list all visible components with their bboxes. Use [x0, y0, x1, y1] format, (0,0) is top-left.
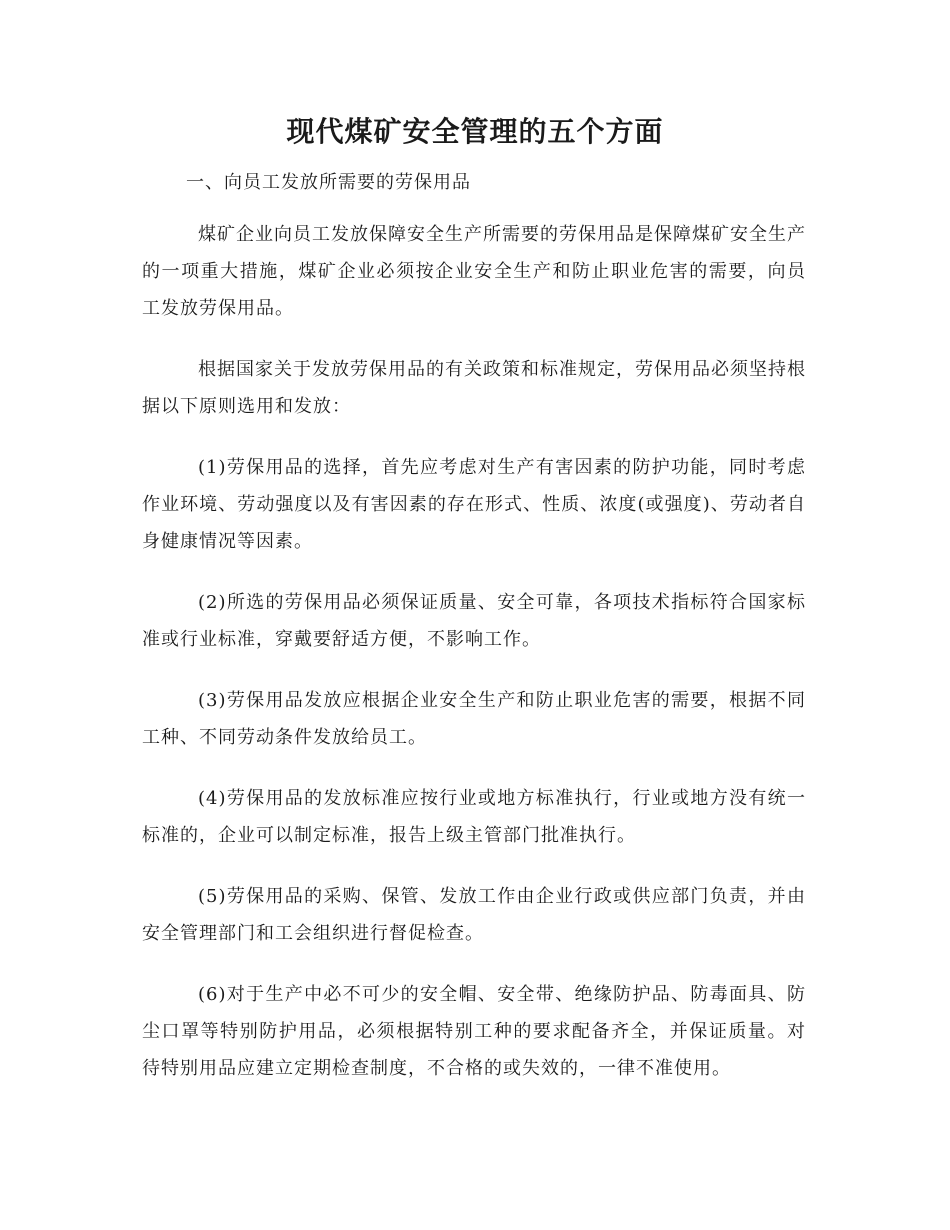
paragraph-principles: 根据国家关于发放劳保用品的有关政策和标准规定，劳保用品必须坚持根据以下原则选用和发放：	[142, 359, 806, 417]
paragraph-item-3: (3)劳保用品发放应根据企业安全生产和防止职业危害的需要，根据不同工种、不同劳动条件发放给员工。	[142, 690, 806, 748]
paragraph-intro: 煤矿企业向员工发放保障安全生产所需要的劳保用品是保障煤矿安全生产的一项重大措施，煤矿企业必须按企业安全生产和防止职业危害的需要，向员工发放劳保用品。	[142, 224, 806, 319]
paragraph-item-4: (4)劳保用品的发放标准应按行业或地方标准执行，行业或地方没有统一标准的，企业可以制定标准，报告上级主管部门批准执行。	[142, 788, 806, 846]
paragraph-item-6: (6)对于生产中必不可少的安全帽、安全带、绝缘防护品、防毒面具、防尘口罩等特别防护用品，必须根据特别工种的要求配备齐全，并保证质量。对待特别用品应建立定期检查制度，不合格的或失效的，一律不准使用。	[142, 984, 806, 1079]
section-heading: 一、向员工发放所需要的劳保用品	[186, 172, 471, 193]
document-body	[142, 168, 806, 1111]
paragraph-item-1: (1)劳保用品的选择，首先应考虑对生产有害因素的防护功能，同时考虑作业环境、劳动强度以及有害因素的存在形式、性质、浓度(或强度)、劳动者自身健康情况等因素。	[142, 457, 806, 552]
paragraph-item-2: (2)所选的劳保用品必须保证质量、安全可靠，各项技术指标符合国家标准或行业标准，穿戴要舒适方便，不影响工作。	[142, 592, 806, 650]
paragraph-item-5: (5)劳保用品的采购、保管、发放工作由企业行政或供应部门负责，并由安全管理部门和工会组织进行督促检查。	[142, 886, 806, 944]
page-title: 现代煤矿安全管理的五个方面	[286, 115, 664, 148]
